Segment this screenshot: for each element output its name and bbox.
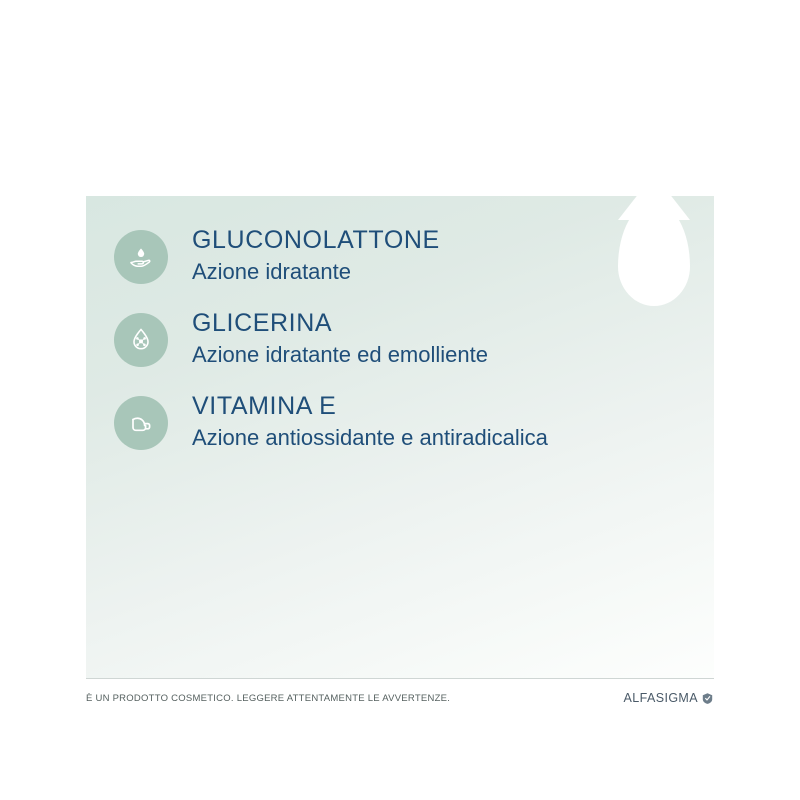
brand-mark-icon	[701, 692, 714, 705]
legal-disclaimer: È UN PRODOTTO COSMETICO. LEGGERE ATTENTAMENTE LE AVVERTENZE.	[86, 692, 451, 704]
ingredient-title: GLUCONOLATTONE	[192, 226, 440, 254]
ingredient-title: GLICERINA	[192, 309, 333, 338]
brand-logo	[624, 691, 714, 705]
ingredients-panel	[86, 196, 714, 678]
ingredient-description: Azione idratante ed emolliente	[192, 341, 488, 367]
droplet-molecule-icon	[114, 313, 168, 367]
list-item	[114, 307, 674, 368]
flexed-arm-icon	[114, 396, 168, 450]
brand-name: ALFASIGMA	[623, 691, 698, 705]
ingredients-list	[114, 224, 674, 473]
list-item	[114, 390, 674, 451]
hand-with-drop-icon	[114, 230, 168, 284]
footer-divider	[86, 678, 714, 679]
ingredient-description: Azione antiossidante e antiradicalica	[192, 425, 548, 451]
ingredient-texts	[192, 224, 440, 285]
ingredient-texts	[192, 390, 548, 451]
list-item	[114, 224, 674, 285]
ingredient-title: VITAMINA E	[192, 392, 337, 421]
ingredient-description: Azione idratante	[192, 258, 351, 284]
ingredient-texts	[192, 307, 488, 368]
footer	[86, 684, 714, 712]
